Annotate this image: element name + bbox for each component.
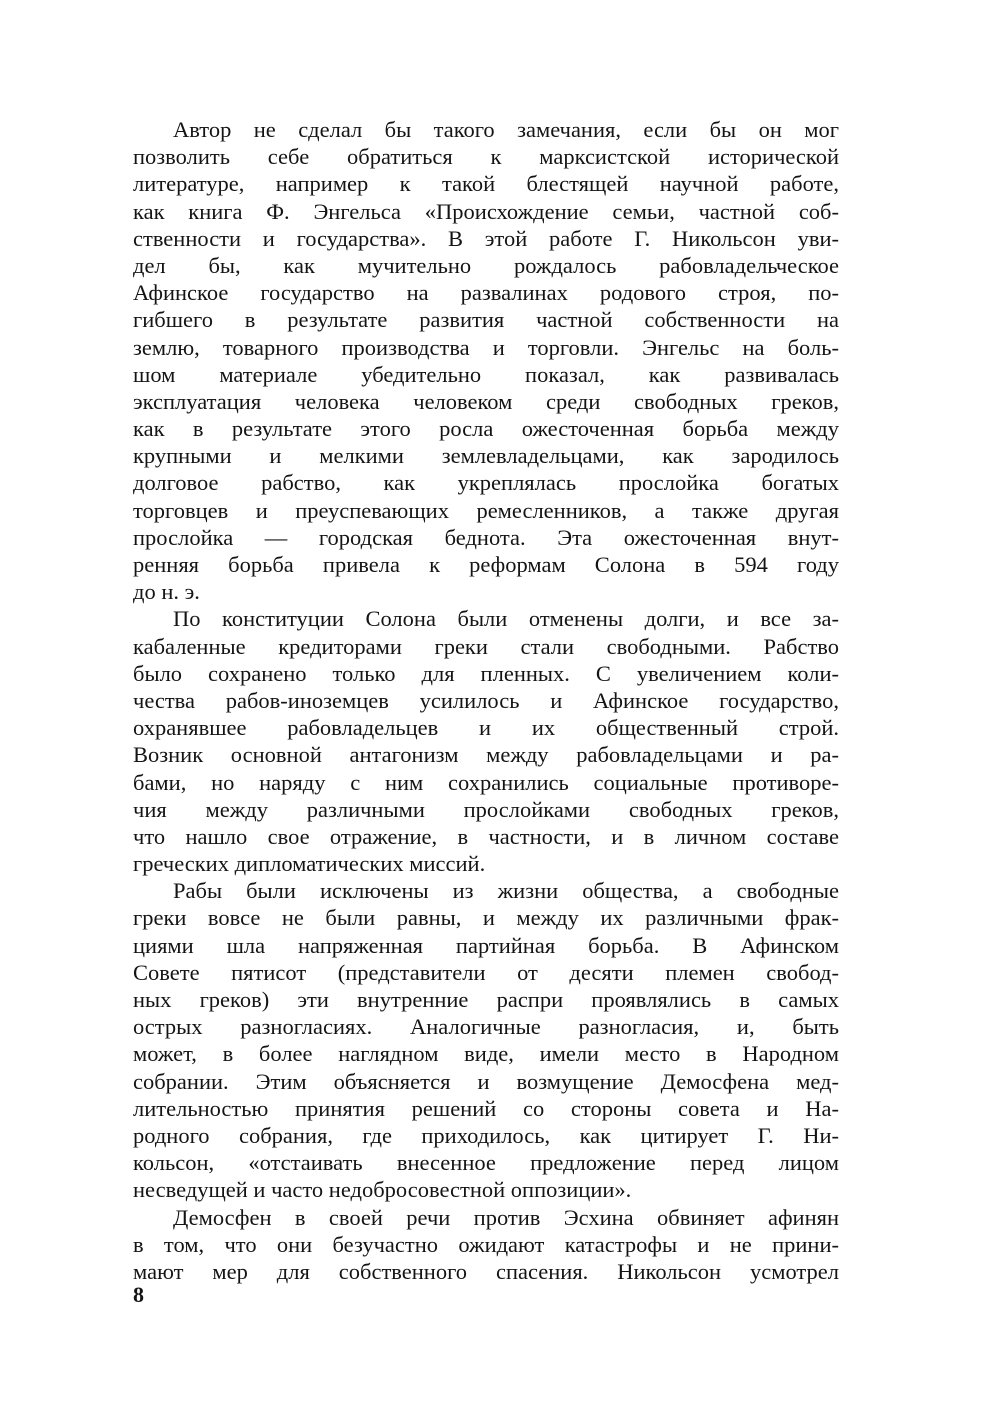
text-line: несведущей и часто недобросовестной оппозиции». xyxy=(133,1177,632,1203)
text-line: прослойка — городская беднота. Эта ожесточенная внут- xyxy=(133,524,839,550)
text-line: крупными и мелкими землевладельцами, как зародилось xyxy=(133,443,839,469)
paragraph xyxy=(133,605,839,877)
text-line: ственности и государства». В этой работе Г. Никольсон уви- xyxy=(133,225,839,251)
text-line: родного собрания, где приходилось, как цитирует Г. Ни- xyxy=(133,1122,839,1148)
text-line: ренняя борьба привела к реформам Солона в 594 году xyxy=(133,552,839,577)
text-line: как в результате этого росла ожесточенная борьба между xyxy=(133,416,839,442)
text-line: Автор не сделал бы такого замечания, если бы он мог xyxy=(173,117,839,142)
text-line: бами, но наряду с ним сохранились социальные противоре- xyxy=(133,769,839,795)
text-line: греческих дипломатических миссий. xyxy=(133,851,486,877)
paragraph xyxy=(133,116,839,605)
text-line: Рабы были исключены из жизни общества, а свободные xyxy=(173,878,839,904)
text-line: Афинское государство на развалинах родового строя, по- xyxy=(133,280,839,306)
paragraph xyxy=(133,877,839,1203)
text-line: чества рабов-иноземцев усилилось и Афинское государство, xyxy=(133,687,839,713)
text-line: Совете пятисот (представители от десяти племен свобод- xyxy=(133,959,839,985)
page-number: 8 xyxy=(133,1282,144,1307)
text-line: мают мер для собственного спасения. Никольсон усмотрел xyxy=(133,1258,839,1284)
text-line: торговцев и преуспевающих ремесленников, а также другая xyxy=(133,497,839,523)
text-line: как книга Ф. Энгельса «Происхождение семьи, частной соб- xyxy=(133,198,839,224)
paragraph xyxy=(133,1204,839,1286)
text-line: чия между различными прослойками свободных греков, xyxy=(133,796,839,822)
text-line: землю, товарного производства и торговли. Энгельс на боль- xyxy=(133,334,839,360)
text-line: что нашло свое отражение, в частности, и в личном составе xyxy=(133,823,839,849)
text-line: было сохранено только для пленных. С увеличением коли- xyxy=(133,660,839,686)
text-line: шом материале убедительно показал, как развивалась xyxy=(133,361,839,387)
text-line: кабаленные кредиторами греки стали свободными. Рабство xyxy=(133,633,839,659)
text-line: до н. э. xyxy=(133,579,200,605)
text-line: По конституции Солона были отменены долги, и все за- xyxy=(173,606,839,632)
text-line: Возник основной антагонизм между рабовладельцами и ра- xyxy=(133,742,839,768)
text-line: в том, что они безучастно ожидают катастрофы и не прини- xyxy=(133,1231,839,1257)
text-line: кольсон, «отстаивать внесенное предложение перед лицом xyxy=(133,1150,839,1176)
text-line: гибшего в результате развития частной собственности на xyxy=(133,307,839,333)
text-line: лительностью принятия решений со стороны совета и На- xyxy=(133,1095,839,1121)
text-line: Демосфен в своей речи против Эсхина обвиняет афинян xyxy=(173,1204,839,1230)
text-line: долговое рабство, как укреплялась прослойка богатых xyxy=(133,470,839,496)
text-line: может, в более наглядном виде, имели место в Народном xyxy=(133,1041,839,1067)
text-line: острых разногласиях. Аналогичные разногласия, и, быть xyxy=(133,1014,839,1040)
text-line: охранявшее рабовладельцев и их общественный строй. xyxy=(133,715,839,741)
text-line: литературе, например к такой блестящей научной работе, xyxy=(133,171,839,197)
text-line: ных греков) эти внутренние распри проявлялись в самых xyxy=(133,987,839,1012)
text-line: дел бы, как мучительно рождалось рабовладельческое xyxy=(133,252,839,278)
text-line: собрании. Этим объясняется и возмущение Демосфена мед- xyxy=(133,1068,839,1094)
text-line: эксплуатация человека человеком среди свободных греков, xyxy=(133,388,839,414)
body-text xyxy=(133,116,839,1285)
text-line: греки вовсе не были равны, и между их различными фрак- xyxy=(133,905,839,931)
text-line: циями шла напряженная партийная борьба. В Афинском xyxy=(133,932,839,958)
text-line: позволить себе обратиться к марксистской исторической xyxy=(133,144,839,170)
